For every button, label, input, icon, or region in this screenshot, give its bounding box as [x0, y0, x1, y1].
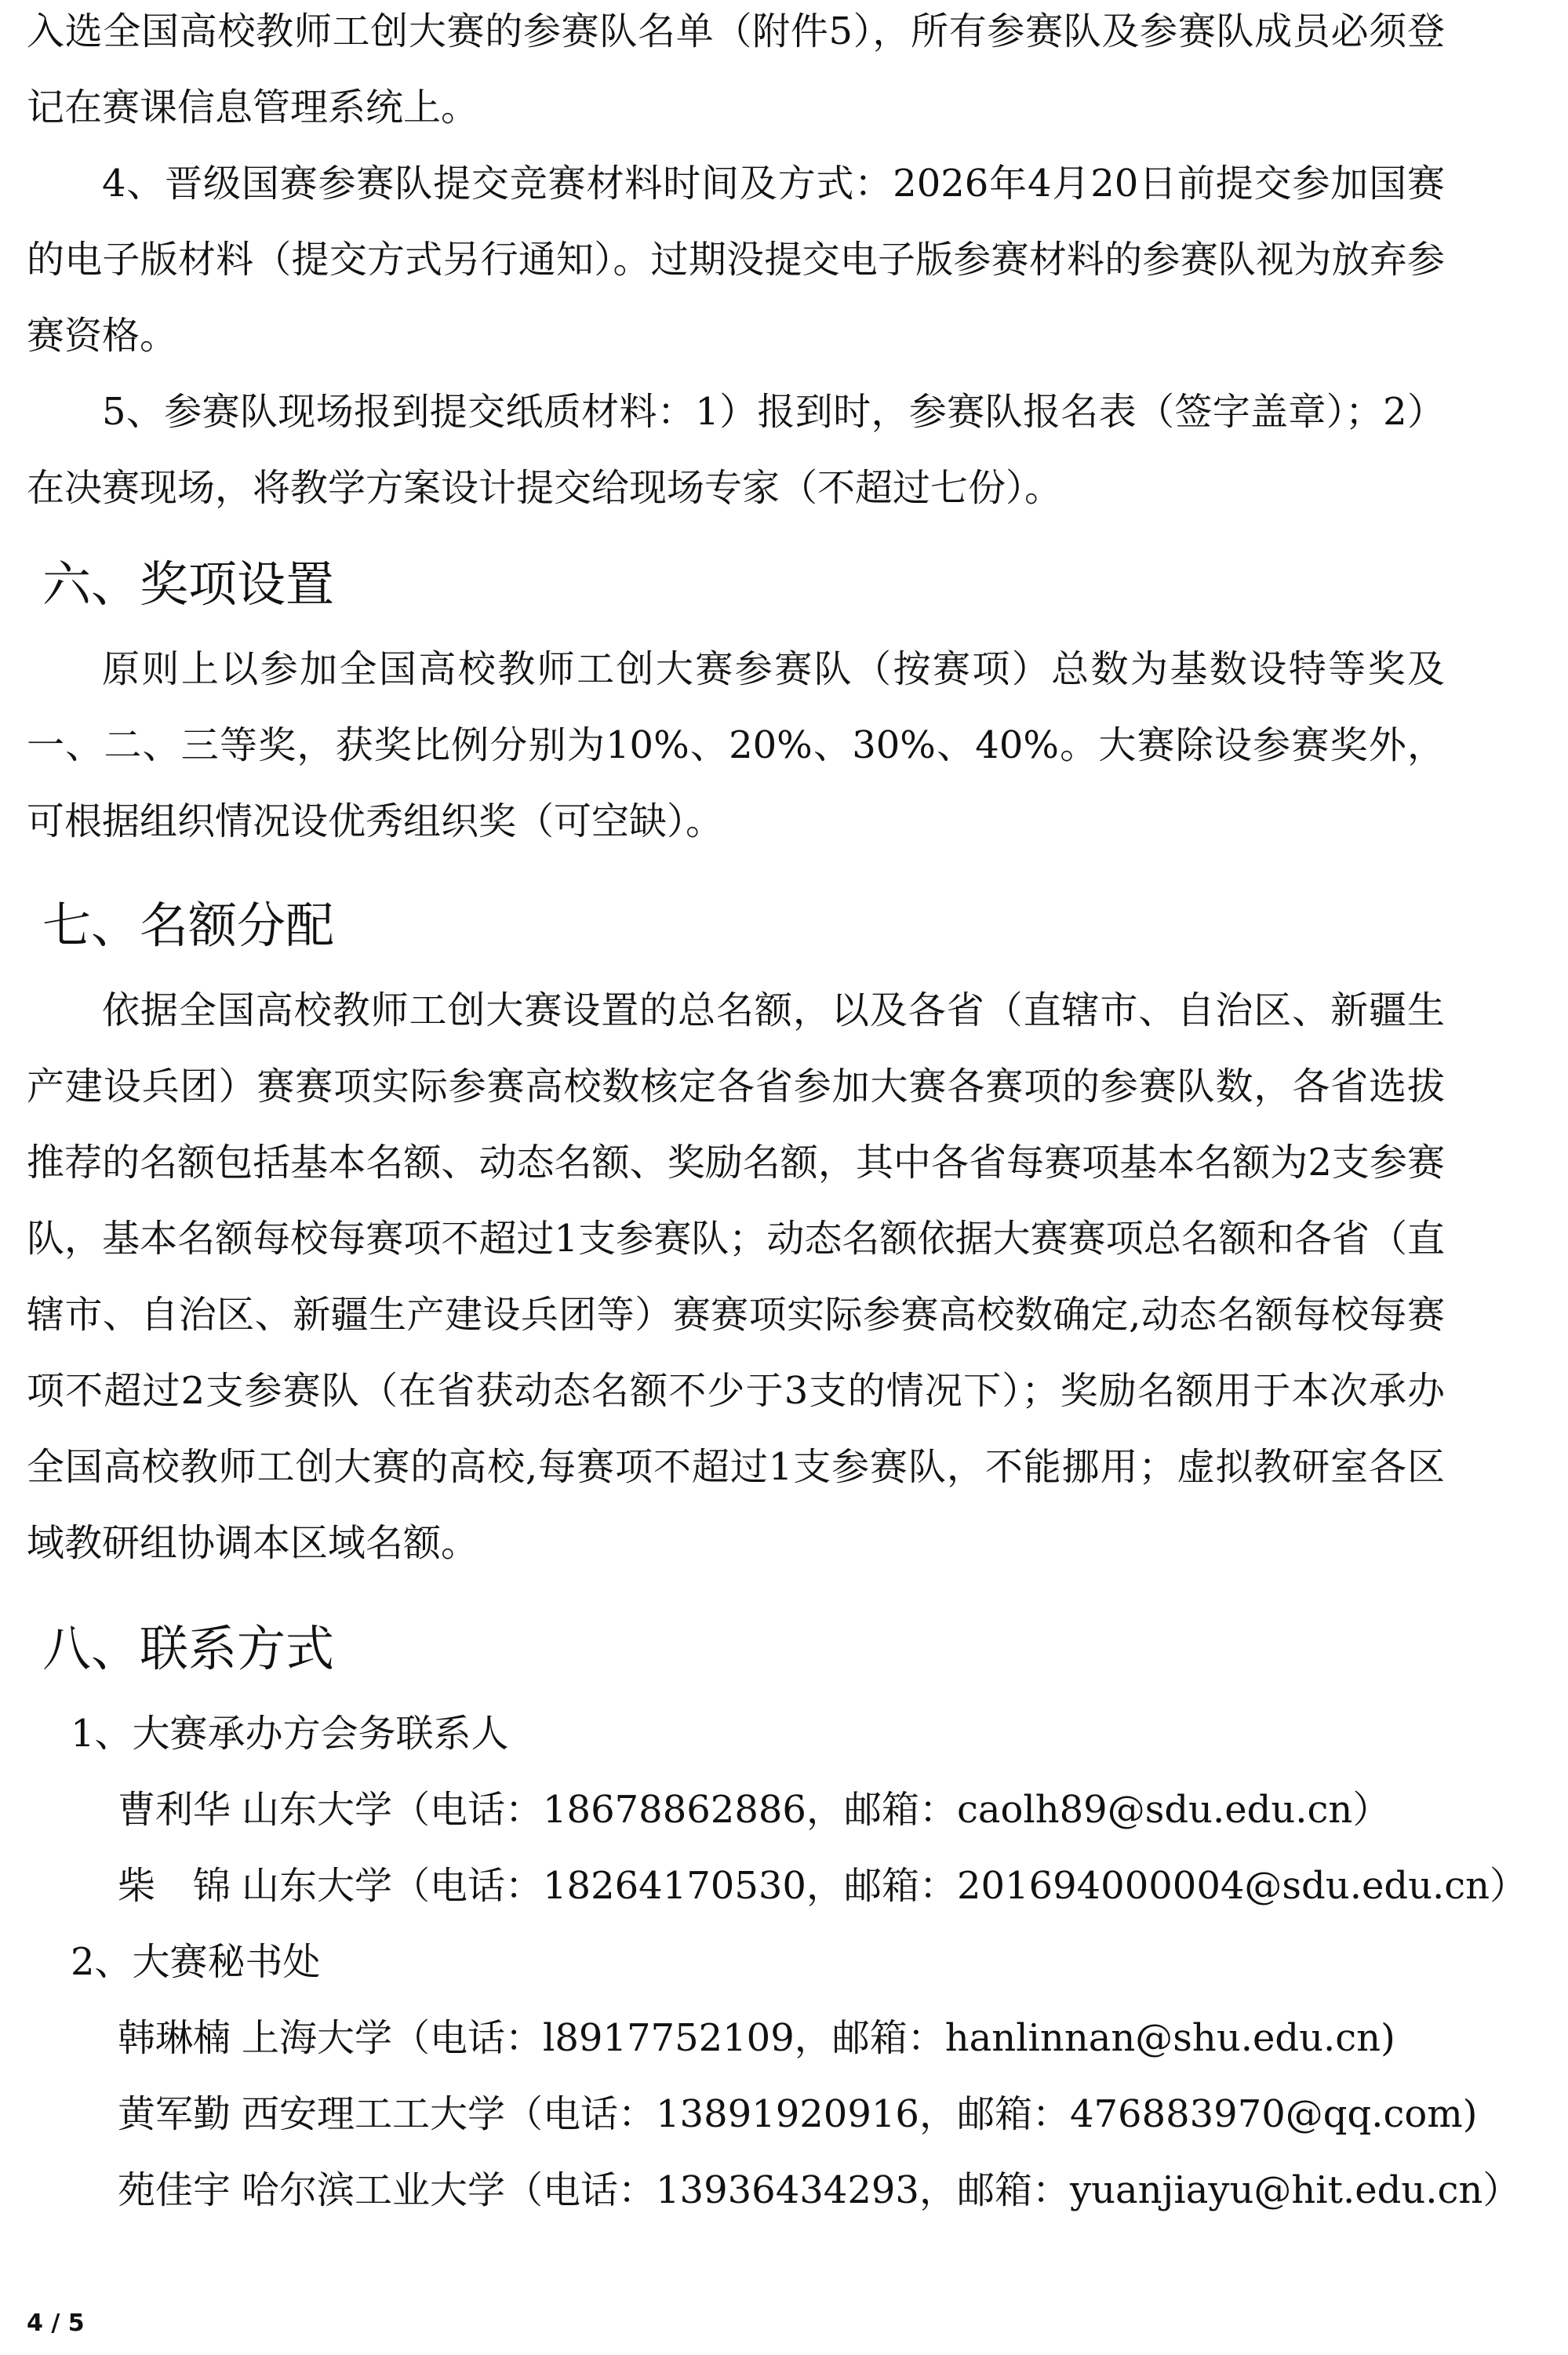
- contact-info: 山东大学（电话：18678862886，邮箱：caolh89@sdu.edu.cn）: [242, 1788, 1391, 1832]
- paragraph-registration-note: 入选全国高校教师工创大赛的参赛队名单（附件5），所有参赛队及参赛队成员必须登记在赛课信息管理系统上。: [27, 9, 1445, 129]
- contact-row: [27, 1772, 1445, 1848]
- page-number: 4 / 5: [27, 2310, 85, 2337]
- contact-row: [27, 2153, 1521, 2229]
- contact-name: 韩琳楠: [118, 2016, 231, 2060]
- contact-name: 曹利华: [118, 1788, 231, 1832]
- contact-name: 黄军勤: [118, 2092, 231, 2136]
- document-page: [27, 0, 1528, 2229]
- paragraph-submission-deadline: 4、晋级国赛参赛队提交竞赛材料时间及方式：2026年4月20日前提交参加国赛的电子版材料（提交方式另行通知）。过期没提交电子版参赛材料的参赛队视为放弃参赛资格。: [27, 162, 1445, 358]
- section-heading-quota: 七、名额分配: [42, 897, 335, 954]
- contact-info: 山东大学（电话：18264170530，邮箱：201694000004@sdu.edu.cn）: [242, 1864, 1528, 1908]
- contact-name: 苑佳宇: [118, 2168, 231, 2212]
- paragraph-onsite-materials: 5、参赛队现场报到提交纸质材料：1）报到时，参赛队报名表（签字盖章）；2）在决赛现场，将教学方案设计提交给现场专家（不超过七份）。: [27, 390, 1445, 510]
- paragraph-awards: 原则上以参加全国高校教师工创大赛参赛队（按赛项）总数为基数设特等奖及一、二、三等奖，获奖比例分别为10%、20%、30%、40%。大赛除设参赛奖外，可根据组织情况设优秀组织奖（可空缺）。: [27, 647, 1445, 843]
- contact-row: [27, 2077, 1478, 2153]
- contact-row: [27, 1848, 1528, 1924]
- contact-group-title-organizer: 1、大赛承办方会务联系人: [71, 1712, 509, 1756]
- contact-group-title-secretariat: 2、大赛秘书处: [71, 1940, 321, 1984]
- section-heading-awards: 六、奖项设置: [42, 555, 335, 613]
- section-heading-contacts: 八、联系方式: [42, 1620, 335, 1677]
- contact-row: [27, 2000, 1445, 2077]
- paragraph-quota: 依据全国高校教师工创大赛设置的总名额，以及各省（直辖市、自治区、新疆生产建设兵团）赛赛项实际参赛高校数核定各省参加大赛各赛项的参赛队数，各省选拔推荐的名额包括基本名额、动态名额、奖励名额，其中各省每赛项基本名额为2支参赛队，基本名额每校每赛项不超过1支参赛队；动态名额依据大赛赛项总名额和各省（直辖市、自治区、新疆生产建设兵团等）赛赛项实际参赛高校数确定,动态名额每校每赛项不超过2支参赛队（在省获动态名额不少于3支的情况下）；奖励名额用于本次承办全国高校教师工创大赛的高校,每赛项不超过1支参赛队，不能挪用；虚拟教研室各区域教研组协调本区域名额。: [27, 988, 1445, 1565]
- contact-name: 柴 锦: [118, 1864, 231, 1908]
- contact-info: 上海大学（电话：l8917752109，邮箱：hanlinnan@shu.edu.cn): [242, 2016, 1395, 2060]
- contact-info: 哈尔滨工业大学（电话：13936434293，邮箱：yuanjiayu@hit.edu.cn）: [242, 2168, 1521, 2212]
- contact-info: 西安理工工大学（电话：13891920916，邮箱：476883970@qq.com): [242, 2092, 1478, 2136]
